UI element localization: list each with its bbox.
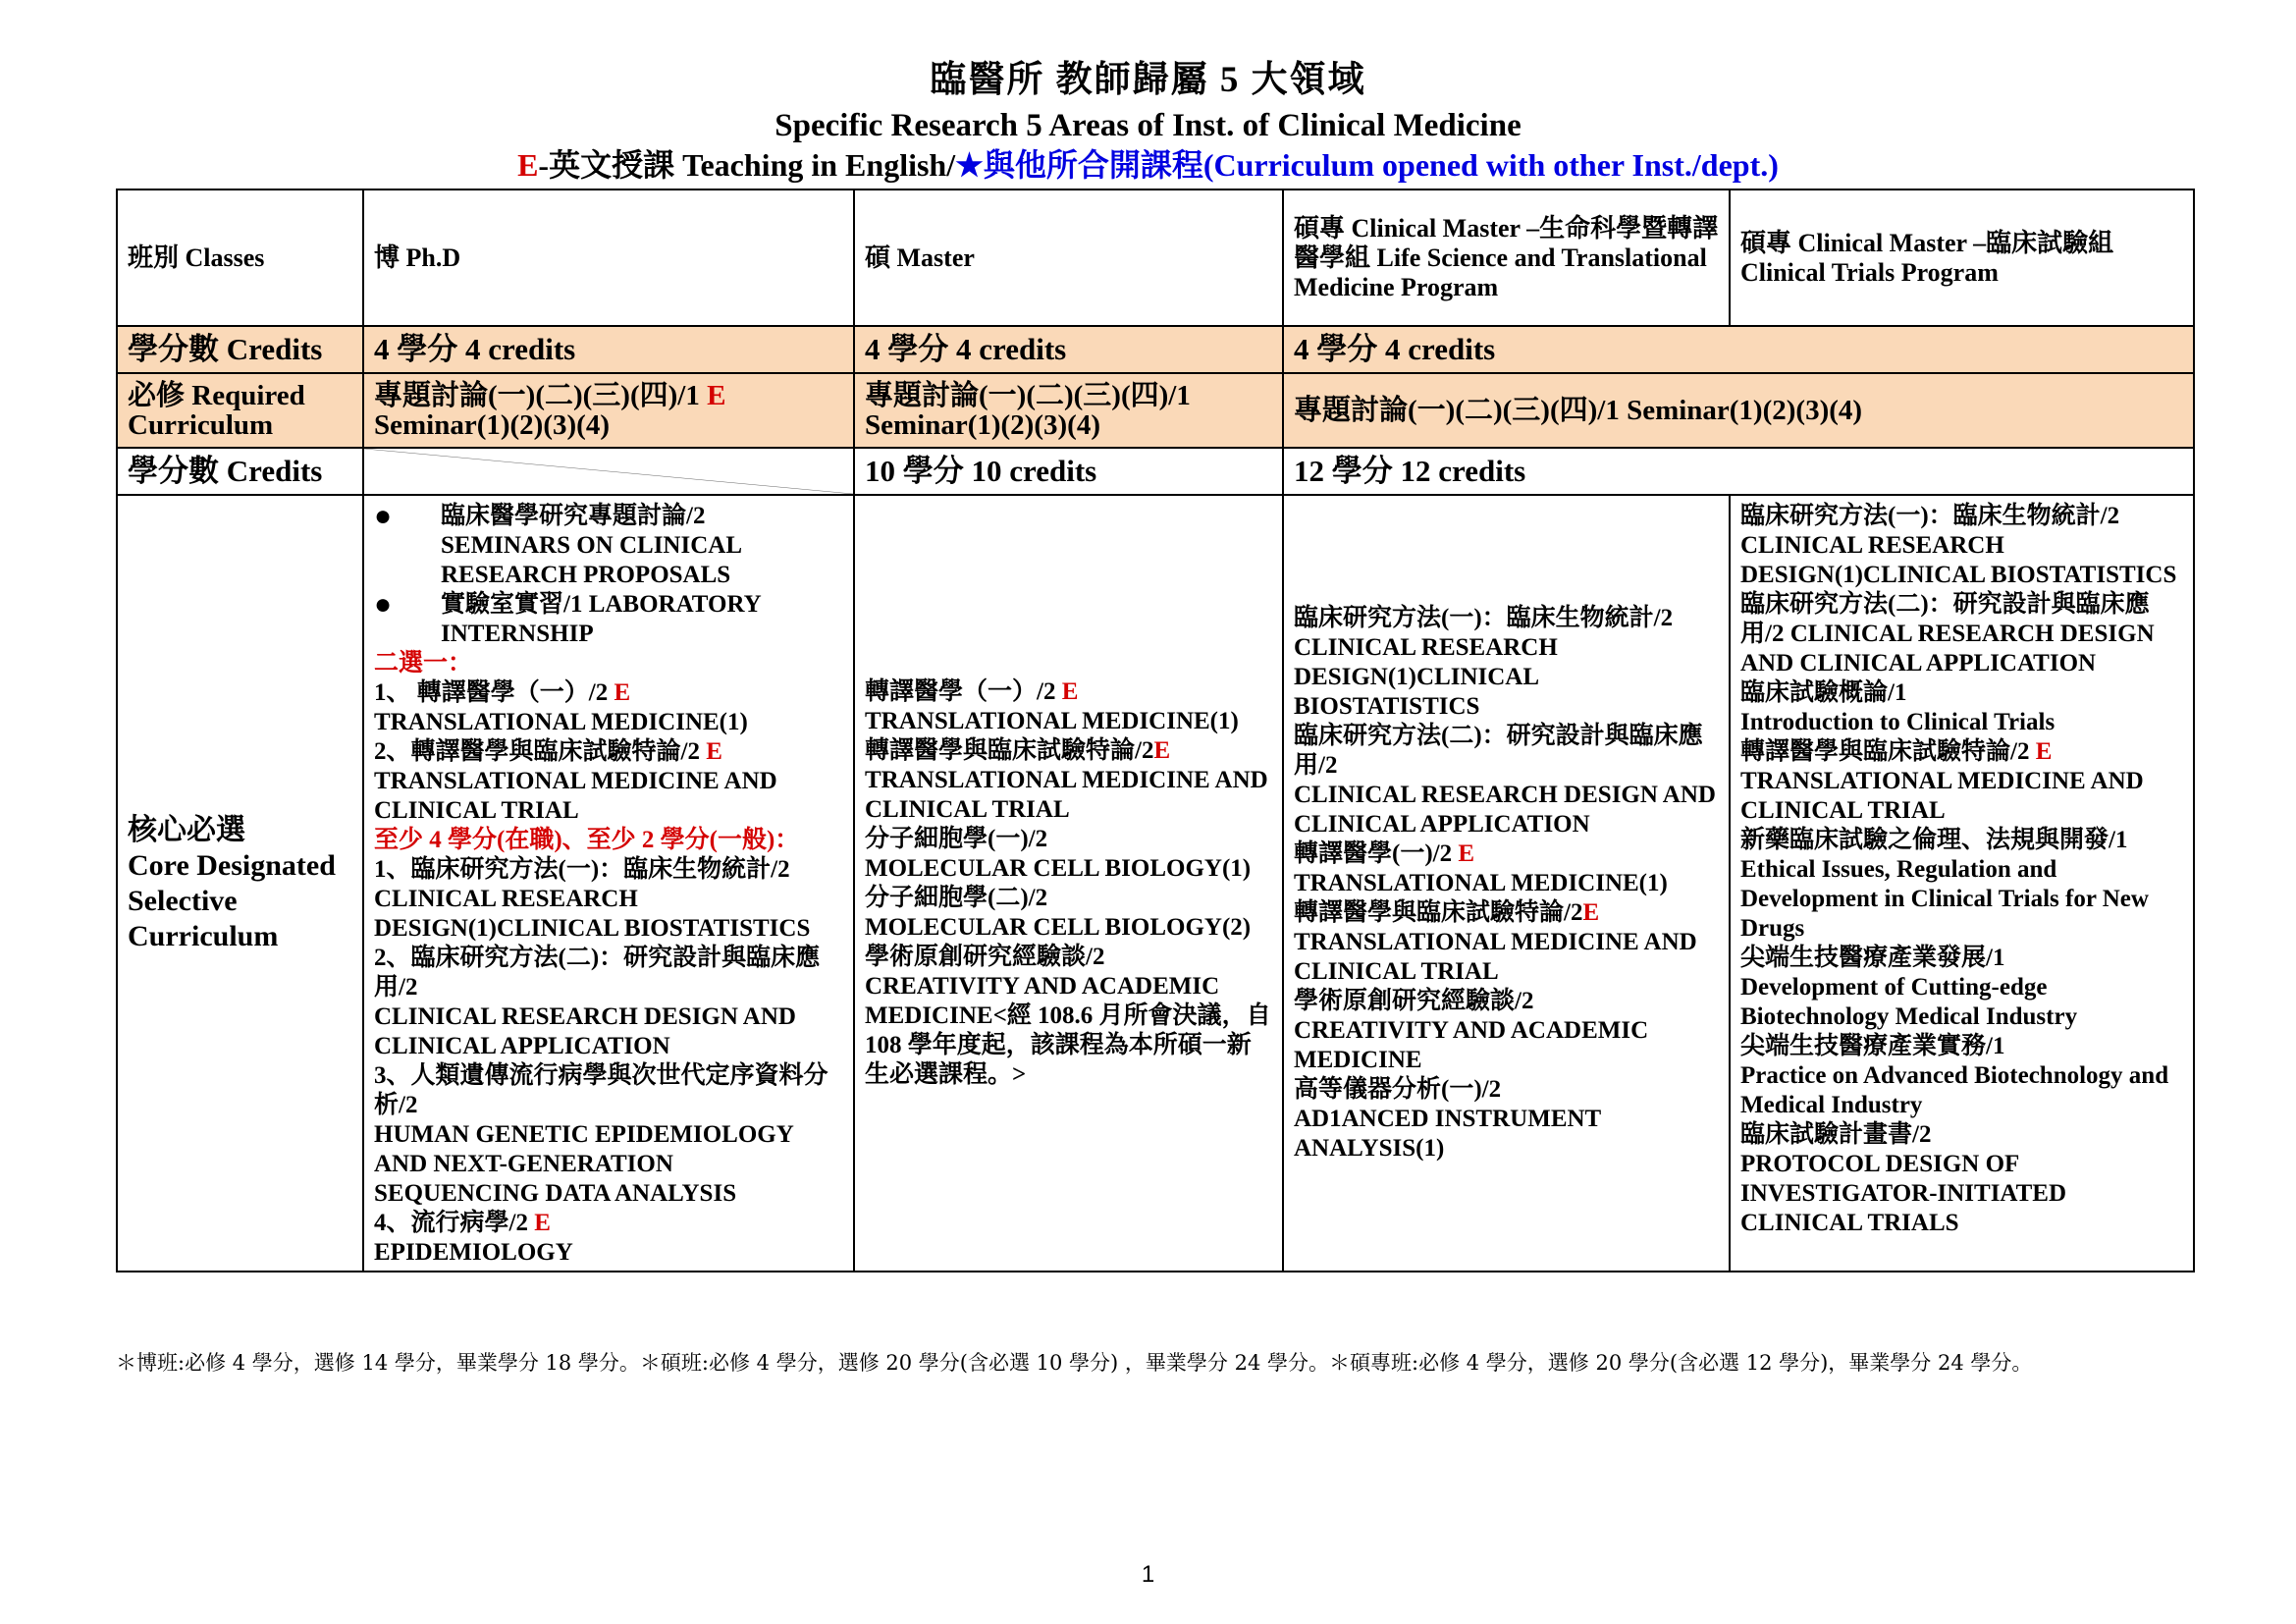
english-mark: E [1582, 898, 1600, 926]
english-mark: E [1153, 736, 1171, 764]
legend-e-mark: E [517, 147, 539, 183]
course-name: 轉譯醫學與臨床試驗特論/2 [1294, 898, 1583, 926]
required-phd-en: Seminar(1)(2)(3)(4) [374, 409, 610, 441]
english-mark: E [1458, 839, 1475, 867]
course-zh [1294, 898, 1719, 928]
course-zh: 學術原創研究經驗談/2 [865, 943, 1105, 970]
credits2-clinical-master: 12 學分 12 credits [1283, 448, 2194, 495]
core-label [117, 495, 363, 1272]
bullet-icon: ● [374, 588, 393, 621]
course-en: MOLECULAR CELL BIOLOGY(1) [865, 854, 1252, 882]
course-en: Development of Cutting-edge Biotechnology Medical Industry [1740, 974, 2078, 1030]
course-en: TRANSLATIONAL MEDICINE(1) [1294, 869, 1668, 896]
course-zh [1294, 839, 1719, 869]
credits-row [117, 326, 2194, 373]
course-zh: 臨床醫學研究專題討論/2 [441, 503, 706, 529]
course-en: PROTOCOL DESIGN OF INVESTIGATOR-INITIATED CLINICAL TRIALS [1740, 1151, 2067, 1236]
course-zh: 臨床研究方法(二)：研究設計與臨床應用/2 [1294, 722, 1703, 779]
course-text: 實驗室實習/1 LABORATORY INTERNSHIP [441, 591, 761, 647]
course-en: AD1ANCED INSTRUMENT ANALYSIS(1) [1294, 1105, 1601, 1162]
course-name: 轉譯醫學(一)/2 [1294, 839, 1453, 867]
english-mark: E [614, 679, 631, 706]
choose-one-note: 二選一： [374, 650, 473, 677]
course-en: TRANSLATIONAL MEDICINE(1) [374, 709, 748, 735]
course-zh: 臨床試驗概論/1 [1740, 679, 1907, 706]
footnote: ＊博班:必修 4 學分，選修 14 學分，畢業學分 18 學分。＊碩班:必修 4 學分，選修 20 學分(含必選 10 學分) ，畢業學分 24 學分。＊碩專班:必修 4 學分，選修 20 學分(含必選 12 學分)，畢業學分 24 學分。 [116, 1351, 2033, 1375]
curriculum-table [116, 189, 2195, 1272]
header-phd: 博 Ph.D [363, 189, 854, 326]
course-zh: 1、臨床研究方法(一)：臨床生物統計/2 [374, 856, 790, 883]
credits-label: 學分數 Credits [117, 326, 363, 373]
course-en: TRANSLATIONAL MEDICINE AND CLINICAL TRIAL [1294, 928, 1697, 985]
core-phd [363, 495, 854, 1272]
course-zh [374, 1209, 843, 1238]
core-label-zh: 核心必選 [128, 813, 245, 846]
course-zh: 分子細胞學(一)/2 [865, 825, 1048, 852]
min-credit-note: 至少 4 學分(在職)、至少 2 學分(一般)： [374, 827, 800, 853]
course-en: TRANSLATIONAL MEDICINE AND CLINICAL TRIAL [374, 768, 777, 824]
course-name: 2、轉譯醫學與臨床試驗特論/2 [374, 738, 700, 765]
course-en: CREATIVITY AND ACADEMIC MEDICINE<經 108.6 月所會決議，自 108 學年度起，該課程為本所碩一新生必選課程。> [865, 972, 1271, 1088]
course-en: CLINICAL RESEARCH DESIGN AND CLINICAL APPLICATION [1294, 781, 1716, 838]
credits-row-2 [117, 448, 2194, 495]
required-phd-zh: 專題討論(一)(二)(三)(四)/1 [374, 380, 700, 411]
core-clinical-master-trials [1730, 495, 2194, 1272]
course-zh [865, 736, 1272, 766]
course-en: CLINICAL RESEARCH DESIGN(1)CLINICAL BIOSTATISTICS [1294, 633, 1558, 720]
course-zh: 尖端生技醫療產業實務/1 [1740, 1033, 2005, 1059]
header-master: 碩 Master [854, 189, 1283, 326]
course-en: Practice on Advanced Biotechnology and Medical Industry [1740, 1062, 2169, 1118]
header-clinical-master-life-science: 碩專 Clinical Master –生命科學暨轉譯醫學組 Life Science and Translational Medicine Program [1283, 189, 1730, 326]
credits-master: 4 學分 4 credits [854, 326, 1283, 373]
diagonal-line [364, 449, 853, 494]
required-master-en: Seminar(1)(2)(3)(4) [865, 409, 1100, 441]
course-name: 4、流行病學/2 [374, 1210, 528, 1236]
course-en: EPIDEMIOLOGY [374, 1239, 573, 1266]
credits2-phd-empty [363, 448, 854, 495]
page-title: 臨醫所 教師歸屬 5 大領域 [930, 60, 1366, 100]
course-en: TRANSLATIONAL MEDICINE AND CLINICAL TRIAL [1740, 768, 2144, 824]
star-icon: ★ [955, 147, 984, 183]
required-label: 必修 Required Curriculum [117, 373, 363, 448]
required-clinical-master: 專題討論(一)(二)(三)(四)/1 Seminar(1)(2)(3)(4) [1283, 373, 2194, 448]
legend-other-text: 與他所合開課程(Curriculum opened with other Inst./dept.) [983, 147, 1779, 183]
english-mark: E [706, 738, 722, 765]
page-subtitle: Specific Research 5 Areas of Inst. of Clinical Medicine [774, 108, 1522, 143]
credits2-master: 10 學分 10 credits [854, 448, 1283, 495]
course-en: CLINICAL RESEARCH DESIGN(1)CLINICAL BIOSTATISTICS [374, 886, 811, 942]
course-zh: 尖端生技醫療產業發展/1 [1740, 945, 2005, 971]
course-en: Ethical Issues, Regulation and Development in Clinical Trials for New Drugs [1740, 856, 2149, 942]
required-row [117, 373, 2194, 448]
course-zh: 臨床研究方法(一)：臨床生物統計/2 [1294, 604, 1674, 631]
course-zh: 臨床研究方法(一)：臨床生物統計/2 [1740, 503, 2120, 529]
course-en: Introduction to Clinical Trials [1740, 709, 2056, 735]
legend-english-text: -英文授課 Teaching in English/ [538, 147, 956, 183]
course-name: 1、 轉譯醫學（一）/2 [374, 679, 609, 706]
course-zh: 分子細胞學(二)/2 [865, 884, 1048, 911]
course-en: CLINICAL RESEARCH DESIGN(1)CLINICAL BIOSTATISTICS [1740, 532, 2177, 588]
course-en: SEMINARS ON CLINICAL RESEARCH PROPOSALS [441, 532, 741, 588]
english-mark: E [534, 1210, 551, 1236]
course-en: CLINICAL RESEARCH DESIGN AND CLINICAL APPLICATION [374, 1003, 796, 1059]
bullet-icon: ● [374, 500, 393, 532]
english-mark: E [707, 380, 726, 411]
core-clinical-master-life-science [1283, 495, 1730, 1272]
english-mark: E [1061, 677, 1079, 705]
course-en: TRANSLATIONAL MEDICINE(1) [865, 707, 1239, 734]
course-zh: 新藥臨床試驗之倫理、法規與開發/1 [1740, 827, 2128, 853]
course-zh: 臨床研究方法(二)：研究設計與臨床應用/2 CLINICAL RESEARCH DESIGN AND CLINICAL APPLICATION [1740, 591, 2155, 677]
course-zh [374, 737, 843, 767]
title-block [0, 59, 2296, 185]
required-phd [363, 373, 854, 448]
required-master [854, 373, 1283, 448]
course-zh: 3、人類遺傳流行病學與次世代定序資料分析/2 [374, 1062, 828, 1118]
course-zh: 2、臨床研究方法(二)：研究設計與臨床應用/2 [374, 945, 821, 1001]
course-zh [865, 677, 1272, 707]
course-zh: 學術原創研究經驗談/2 [1294, 987, 1534, 1014]
english-mark: E [2035, 738, 2053, 765]
core-label-en: Core Designated Selective Curriculum [128, 848, 336, 952]
core-master [854, 495, 1283, 1272]
credits-phd: 4 學分 4 credits [363, 326, 854, 373]
legend-line [0, 145, 2296, 185]
course-zh [1740, 737, 2183, 767]
course-name: 轉譯醫學與臨床試驗特論/2 [1740, 738, 2030, 765]
course-en: TRANSLATIONAL MEDICINE AND CLINICAL TRIAL [865, 766, 1268, 823]
core-row [117, 495, 2194, 1272]
header-clinical-master-trials: 碩專 Clinical Master –臨床試驗組 Clinical Trials Program [1730, 189, 2194, 326]
course-zh: 臨床試驗計畫書/2 [1740, 1121, 1932, 1148]
course-en: CREATIVITY AND ACADEMIC MEDICINE [1294, 1016, 1649, 1073]
course-zh: 高等儀器分析(一)/2 [1294, 1075, 1502, 1103]
bullet-item [374, 502, 843, 590]
bullet-item [374, 590, 843, 649]
course-name: 轉譯醫學（一）/2 [865, 677, 1056, 705]
course-name: 轉譯醫學與臨床試驗特論/2 [865, 736, 1154, 764]
header-classes: 班別 Classes [117, 189, 363, 326]
page-number: 1 [1141, 1561, 1155, 1588]
credits-clinical-master: 4 學分 4 credits [1283, 326, 2194, 373]
required-master-zh: 專題討論(一)(二)(三)(四)/1 [865, 380, 1191, 411]
header-row [117, 189, 2194, 326]
course-en: MOLECULAR CELL BIOLOGY(2) [865, 913, 1252, 941]
course-en: HUMAN GENETIC EPIDEMIOLOGY AND NEXT-GENERATION SEQUENCING DATA ANALYSIS [374, 1121, 793, 1207]
credits2-label: 學分數 Credits [117, 448, 363, 495]
course-zh [374, 678, 843, 708]
